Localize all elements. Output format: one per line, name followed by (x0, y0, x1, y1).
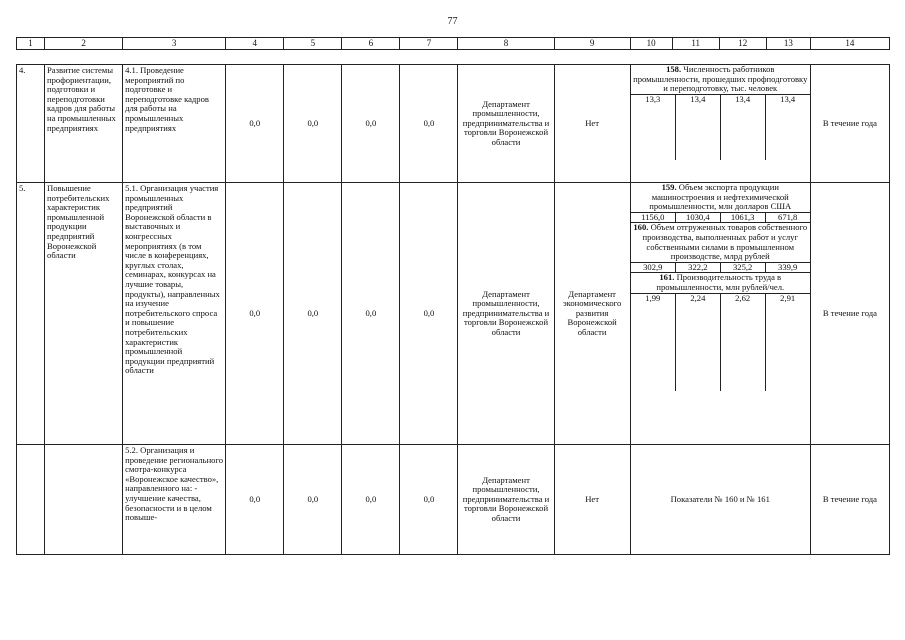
funding-col7: 0,0 (400, 183, 458, 445)
col-num-11: 11 (672, 38, 719, 50)
indicator-number: 161. (659, 272, 675, 283)
col-num-14: 14 (810, 38, 889, 50)
indicator-value: 2,91 (765, 293, 810, 391)
indicator-caption (631, 223, 810, 262)
indicator-value: 2,24 (675, 293, 720, 391)
indicator-text: Производительность труда в промышленности, млн рублей/чел. (656, 272, 785, 292)
indicator-number: 159. (661, 183, 677, 192)
indicator-block (630, 65, 810, 183)
indicator-value: 13,3 (631, 94, 676, 160)
table-row (17, 65, 890, 183)
col-num-10: 10 (630, 38, 672, 50)
coexecutor-cell: Департамент экономического развития Воронежской области (554, 183, 630, 445)
col-num-4: 4 (226, 38, 284, 50)
row-number: 5. (17, 183, 45, 445)
spacer-row (17, 50, 890, 65)
indicator-value: 322,2 (675, 262, 720, 273)
indicator-value: 671,8 (765, 212, 810, 223)
coexecutor-cell: Нет (554, 445, 630, 555)
term-cell: В течение года (810, 183, 889, 445)
indicator-caption (631, 65, 810, 94)
measure-cell: 4.1. Проведение мероприятий по подготовке и переподготовке кадров для работы на промышленных предприятиях (123, 65, 226, 183)
indicator-value: 13,4 (720, 94, 765, 160)
executor-cell: Департамент промышленности, предпринимательства и торговли Воронежской области (458, 65, 554, 183)
col-num-2: 2 (45, 38, 123, 50)
indicator-value: 1156,0 (631, 212, 676, 223)
executor-cell: Департамент промышленности, предпринимательства и торговли Воронежской области (458, 445, 554, 555)
direction-cell: Развитие системы профориентации, подготовки и переподготовки кадров для работы на промышленных предприятиях (45, 65, 123, 183)
indicator-value: 1061,3 (720, 212, 765, 223)
funding-col6: 0,0 (342, 65, 400, 183)
term-cell: В течение года (810, 65, 889, 183)
indicator-text: Объем отгруженных товаров собственного производства, выполненных работ и услуг собственными силами в промышленном производстве, млрд рублей (642, 222, 808, 262)
funding-col7: 0,0 (400, 65, 458, 183)
indicator-number: 160. (633, 222, 649, 233)
col-num-13: 13 (766, 38, 810, 50)
row-number (17, 445, 45, 555)
table-row (17, 445, 890, 555)
executor-cell: Департамент промышленности, предпринимательства и торговли Воронежской области (458, 183, 554, 445)
coexecutor-cell: Нет (554, 65, 630, 183)
program-table (16, 37, 890, 555)
indicator-value: 13,4 (675, 94, 720, 160)
col-num-7: 7 (400, 38, 458, 50)
measure-cell: 5.2. Организация и проведение регионального смотра-конкурса «Воронежское качество», направленного на: - улучшение качества, безопасности и в целом повыше- (123, 445, 226, 555)
funding-col6: 0,0 (342, 445, 400, 555)
indicator-caption (631, 273, 810, 293)
col-num-3: 3 (123, 38, 226, 50)
col-num-12: 12 (719, 38, 766, 50)
term-cell: В течение года (810, 445, 889, 555)
col-num-1: 1 (17, 38, 45, 50)
direction-cell: Повышение потребительских характеристик промышленной продукции предприятий Воронежской области (45, 183, 123, 445)
funding-col5: 0,0 (284, 65, 342, 183)
column-number-row (17, 38, 890, 50)
indicator-value: 1,99 (631, 293, 676, 391)
indicator-text: Численность работников промышленности, прошедших профподготовку и переподготовку, тыс. человек (633, 65, 808, 94)
direction-cell (45, 445, 123, 555)
funding-col4: 0,0 (226, 183, 284, 445)
measure-cell: 5.1. Организация участия промышленных предприятий Воронежской области в выставочных и конгрессных мероприятиях (в том числе в конференциях, круглых столах, семинарах, конкурсах на лучшие товары, продукты), направленных на изучение потребительского спроса и повышение потребительских характеристик промышленной продукции предприятий области (123, 183, 226, 445)
indicator-value: 339,9 (765, 262, 810, 273)
col-num-6: 6 (342, 38, 400, 50)
col-num-8: 8 (458, 38, 554, 50)
indicator-value: 2,62 (720, 293, 765, 391)
funding-col5: 0,0 (284, 445, 342, 555)
funding-col4: 0,0 (226, 65, 284, 183)
col-num-9: 9 (554, 38, 630, 50)
indicator-value: 13,4 (765, 94, 810, 160)
table-row (17, 183, 890, 445)
indicator-number: 158. (666, 65, 682, 74)
indicator-value: 325,2 (720, 262, 765, 273)
col-num-5: 5 (284, 38, 342, 50)
indicator-caption (631, 183, 810, 212)
indicator-value: 302,9 (631, 262, 676, 273)
funding-col6: 0,0 (342, 183, 400, 445)
funding-col5: 0,0 (284, 183, 342, 445)
indicator-value: 1030,4 (675, 212, 720, 223)
indicator-block (630, 183, 810, 445)
page-number: 77 (447, 16, 458, 27)
indicator-text: Объем экспорта продукции машиностроения и нефтехимической промышленности, млн долларов США (649, 183, 792, 212)
indicator-reference: Показатели № 160 и № 161 (630, 445, 810, 555)
funding-col4: 0,0 (226, 445, 284, 555)
funding-col7: 0,0 (400, 445, 458, 555)
row-number: 4. (17, 65, 45, 183)
